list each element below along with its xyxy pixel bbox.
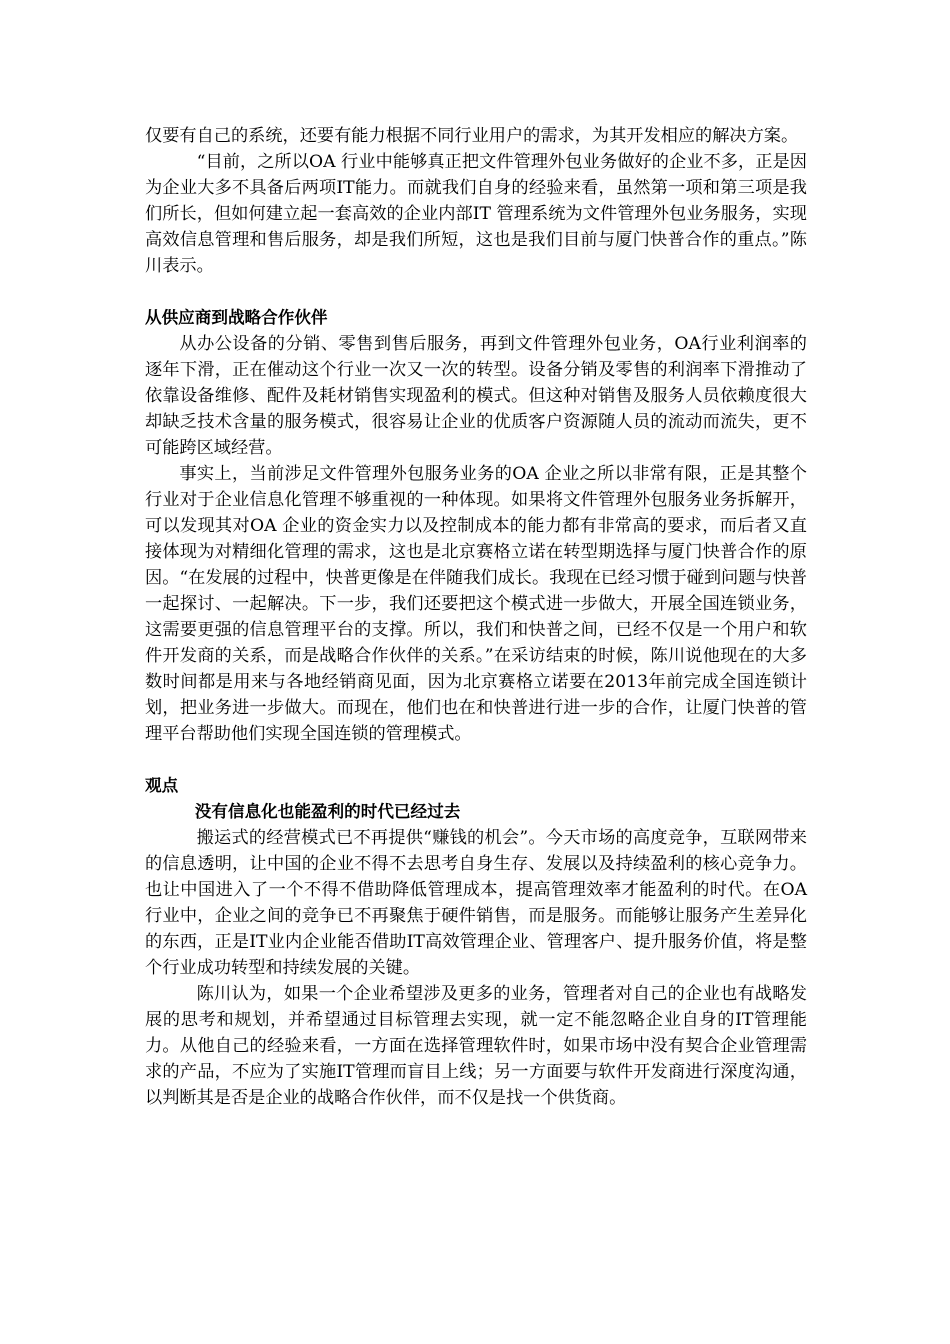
- subheading: 没有信息化也能盈利的时代已经过去: [194, 802, 461, 821]
- section-heading: 从供应商到战略合作伙伴: [145, 308, 328, 327]
- document-body: [145, 123, 807, 1111]
- paragraph-continuation: 仅要有自己的系统，还要有能力根据不同行业用户的需求，为其开发相应的解决方案。: [145, 126, 799, 146]
- paragraph-opinion: 陈川认为，如果一个企业希望涉及更多的业务，管理者对自己的企业也有战略发展的思考和规划，并希望通过目标管理去实现，就一定不能忽略企业自身的IT管理能力。从他自己的经验来看，一方面在选择管理软件时，如果市场中没有契合企业管理需求的产品，不应为了实施IT管理而盲目上线；另一方面要与软件开发商进行深度沟通，以判断其是否是企业的战略合作伙伴，而不仅是找一个供货商。: [145, 984, 807, 1108]
- spacer: [145, 747, 807, 773]
- paragraph-fact: 事实上，当前涉足文件管理外包服务业务的OA 企业之所以非常有限，正是其整个行业对于企业信息化管理不够重视的一种体现。如果将文件管理外包服务业务拆解开，可以发现其对OA 企业的资金实力以及控制成本的能力都有非常高的要求，而后者又直接体现为对精细化管理的需求，这也是北京赛格立诺在转型期选择与厦门快普合作的原因。“在发展的过程中，快普更像是在伴随我们成长。我现在已经习惯于碰到问题与快普一起探讨、一起解决。下一步，我们还要把这个模式进一步做大，开展全国连锁业务，这需要更强的信息管理平台的支撑。所以，我们和快普之间，已经不仅是一个用户和软件开发商的关系，而是战略合作伙伴的关系。”在采访结束的时候，陈川说他现在的大多数时间都是用来与各地经销商见面，因为北京赛格立诺要在2013年前完成全国连锁计划，把业务进一步做大。而现在，他们也在和快普进行进一步的合作，让厦门快普的管理平台帮助他们实现全国连锁的管理模式。: [145, 464, 807, 744]
- paragraph-business-model: 搬运式的经营模式已不再提供“赚钱的机会”。今天市场的高度竞争，互联网带来的信息透明，让中国的企业不得不去思考自身生存、发展以及持续盈利的核心竞争力。也让中国进入了一个不得不借助降低管理成本，提高管理效率才能盈利的时代。在OA行业中，企业之间的竞争已不再聚焦于硬件销售，而是服务。而能够让服务产生差异化的东西，正是IT业内企业能否借助IT高效管理企业、管理客户、提升服务价值，将是整个行业成功转型和持续发展的关键。: [145, 828, 807, 978]
- spacer: [145, 279, 807, 305]
- paragraph-industry: 从办公设备的分销、零售到售后服务，再到文件管理外包业务，OA行业利润率的逐年下滑，正在催动这个行业一次又一次的转型。设备分销及零售的利润率下滑推动了依靠设备维修、配件及耗材销售实现盈利的模式。但这种对销售及服务人员依赖度很大却缺乏技术含量的服务模式，很容易让企业的优质客户资源随人员的流动而流失，更不可能跨区域经营。: [145, 334, 807, 458]
- paragraph-quote: “目前，之所以OA 行业中能够真正把文件管理外包业务做好的企业不多，正是因为企业大多不具备后两项IT能力。而就我们自身的经验来看，虽然第一项和第三项是我们所长，但如何建立起一套高效的企业内部IT 管理系统为文件管理外包业务服务，实现高效信息管理和售后服务，却是我们所短，这也是我们目前与厦门快普合作的重点。”陈川表示。: [145, 152, 807, 276]
- section-heading-viewpoint: 观点: [145, 776, 179, 795]
